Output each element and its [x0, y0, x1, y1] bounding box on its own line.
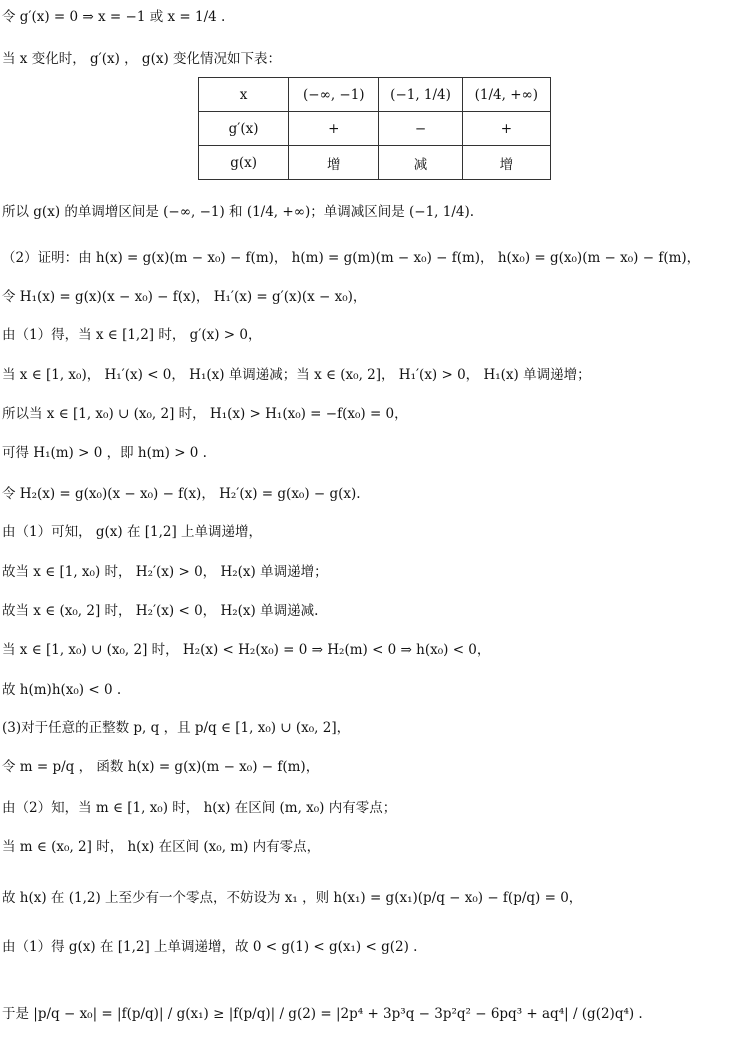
text-line: (3)对于任意的正整数 p, q ，且 p/q ∈ [1, x₀) ∪ (x₀, 2]，: [2, 720, 351, 736]
table-cell: 减: [379, 146, 462, 180]
variation-table: [198, 77, 551, 180]
table-cell: −: [379, 112, 462, 146]
text-line: 故当 x ∈ [1, x₀) 时， H₂′(x) > 0， H₂(x) 单调递增；: [2, 564, 328, 580]
text-line: 当 x ∈ [1, x₀)， H₁′(x) < 0， H₁(x) 单调递减；当 x ∈ (x₀, 2]， H₁′(x) > 0， H₁(x) 单调递增；: [2, 367, 591, 383]
table-cell: +: [289, 112, 379, 146]
text-line: 由（1）得，当 x ∈ [1,2] 时， g′(x) > 0，: [2, 327, 262, 343]
text-line: 令 m = p/q ， 函数 h(x) = g(x)(m − x₀) − f(m)，: [2, 759, 320, 775]
text-line: 故 h(m)h(x₀) < 0 .: [2, 682, 122, 698]
table-header-cell: (−∞, −1): [289, 78, 379, 112]
text-line: 所以当 x ∈ [1, x₀) ∪ (x₀, 2] 时， H₁(x) > H₁(x₀) = −f(x₀) = 0，: [2, 406, 408, 422]
text-line: 故 h(x) 在 (1,2) 上至少有一个零点，不妨设为 x₁ ，则 h(x₁) = g(x₁)(p/q − x₀) − f(p/q) = 0，: [2, 890, 583, 906]
table-cell: 增: [462, 146, 550, 180]
table-row: [199, 146, 551, 180]
text-line: 由（2）知，当 m ∈ [1, x₀) 时， h(x) 在区间 (m, x₀) 内有零点；: [2, 800, 397, 816]
table-cell: 增: [289, 146, 379, 180]
table-row: [199, 78, 551, 112]
text-line: 由（1）可知， g(x) 在 [1,2] 上单调递增，: [2, 524, 263, 540]
table-header-cell: x: [199, 78, 289, 112]
text-line: 可得 H₁(m) > 0 ，即 h(m) > 0 .: [2, 445, 207, 461]
table-row: [199, 112, 551, 146]
text-line: 于是 |p/q − x₀| = |f(p/q)| / g(x₁) ≥ |f(p/q)| / g(2) = |2p⁴ + 3p³q − 3p²q² − 6pq³ + aq⁴| / (g(2)q⁴) .: [2, 1006, 643, 1022]
text-line: 当 m ∈ (x₀, 2] 时， h(x) 在区间 (x₀, m) 内有零点，: [2, 839, 321, 855]
table-header-cell: (−1, 1/4): [379, 78, 462, 112]
text-line: 当 x 变化时， g′(x) ， g(x) 变化情况如下表：: [2, 51, 282, 67]
text-line: 令 H₁(x) = g(x)(x − x₀) − f(x)， H₁′(x) = g′(x)(x − x₀)，: [2, 289, 367, 305]
text-line: 令 H₂(x) = g(x₀)(x − x₀) − f(x)， H₂′(x) = g(x₀) − g(x).: [2, 486, 361, 502]
table-cell: g(x): [199, 146, 289, 180]
text-line: 令 g′(x) = 0 ⇒ x = −1 或 x = 1/4 .: [2, 9, 226, 25]
table-cell: g′(x): [199, 112, 289, 146]
text-line: 当 x ∈ [1, x₀) ∪ (x₀, 2] 时， H₂(x) < H₂(x₀) = 0 ⇒ H₂(m) < 0 ⇒ h(x₀) < 0，: [2, 642, 491, 658]
table-header-cell: (1/4, +∞): [462, 78, 550, 112]
text-line: 故当 x ∈ (x₀, 2] 时， H₂′(x) < 0， H₂(x) 单调递减.: [2, 603, 319, 619]
text-line: （2）证明：由 h(x) = g(x)(m − x₀) − f(m)， h(m) = g(m)(m − x₀) − f(m)， h(x₀) = g(x₀)(m − x₀) − f(m)，: [2, 250, 701, 266]
text-line: 所以 g(x) 的单调增区间是 (−∞, −1) 和 (1/4, +∞)；单调减区间是 (−1, 1/4).: [2, 204, 475, 220]
table-cell: +: [462, 112, 550, 146]
text-line: 由（1）得 g(x) 在 [1,2] 上单调递增，故 0 < g(1) < g(x₁) < g(2) .: [2, 939, 418, 955]
